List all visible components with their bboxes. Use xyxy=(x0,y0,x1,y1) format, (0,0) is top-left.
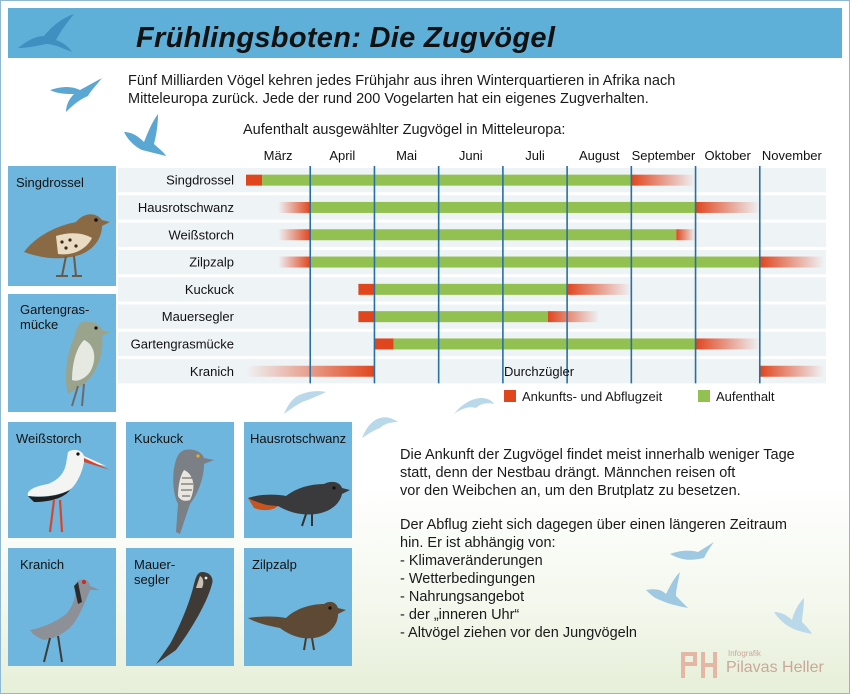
list-item: - Altvögel ziehen vor den Jungvögeln xyxy=(400,625,637,641)
month-label: Juni xyxy=(458,148,483,163)
row-label: Kranich xyxy=(189,363,234,379)
credit xyxy=(680,649,824,685)
legend-swatch xyxy=(698,390,710,402)
crane-icon xyxy=(20,574,110,664)
arrival-bar xyxy=(358,311,374,322)
arrival-bar xyxy=(374,338,393,349)
migration-gantt-chart xyxy=(0,140,850,400)
month-label: September xyxy=(631,148,696,163)
month-label: Oktober xyxy=(704,148,751,163)
white-stork-icon xyxy=(14,444,114,536)
row-label: Singdrossel xyxy=(166,172,234,188)
row-label: Gartengrasmücke xyxy=(130,336,234,352)
cuckoo-icon xyxy=(144,444,224,536)
departure-bar xyxy=(696,202,760,213)
credit-small: Infografik xyxy=(728,649,761,658)
page-title: Frühlingsboten: Die Zugvögel xyxy=(136,22,556,54)
list-item: - Klimaveränderungen xyxy=(400,553,543,569)
departure-bar xyxy=(548,311,599,322)
panel-label-line: segler xyxy=(134,572,170,587)
panel-hausrotschwanz xyxy=(244,422,352,538)
legend-label: Aufenthalt xyxy=(716,389,775,404)
stay-bar xyxy=(310,257,760,268)
departure-bar xyxy=(631,175,695,186)
legend-item-arrival xyxy=(504,389,662,404)
panel-label-line: Gartengras- xyxy=(20,302,90,317)
panel-label-line: mücke xyxy=(20,317,59,332)
text-line: Die Ankunft der Zugvögel findet meist innerhalb weniger Tage xyxy=(400,447,795,463)
text-line: vor den Weibchen an, um den Brutplatz zu besetzen. xyxy=(400,483,741,499)
common-swift-icon xyxy=(146,566,226,666)
panel-kranich xyxy=(8,548,116,666)
stay-bar xyxy=(262,175,631,186)
row-label: Kuckuck xyxy=(184,281,234,297)
list-item: - Nahrungsangebot xyxy=(400,589,525,605)
stay-bar xyxy=(374,311,547,322)
departure-bar xyxy=(760,257,824,268)
black-redstart-icon xyxy=(246,468,350,528)
chart-title: Aufenthalt ausgewählter Zugvögel in Mitteleuropa: xyxy=(243,122,566,138)
row-label: Weißstorch xyxy=(168,227,234,243)
month-label: August xyxy=(578,148,620,163)
text-line: Der Abflug zieht sich dagegen über einen längeren Zeitraum xyxy=(400,517,787,533)
panel-kuckuck xyxy=(126,422,234,538)
panel-mauersegler xyxy=(126,548,234,666)
legend-item-stay xyxy=(698,389,775,404)
chiffchaff-icon xyxy=(246,592,350,652)
list-item: - der „inneren Uhr“ xyxy=(400,607,520,623)
panel-label: Singdrossel xyxy=(16,175,84,190)
panel-label: Hausrotschwanz xyxy=(250,431,347,446)
row-label: Hausrotschwanz xyxy=(137,199,234,215)
flying-bird-icon xyxy=(360,412,400,440)
credit-name: Pilavas Heller xyxy=(726,659,824,676)
departure-bar xyxy=(760,366,824,377)
month-label: November xyxy=(761,148,822,163)
arrival-paragraph xyxy=(400,446,795,500)
departure-bar xyxy=(567,284,631,295)
row-note: Durchzügler xyxy=(503,363,575,379)
panel-label-line: Mauer- xyxy=(134,557,176,572)
stay-bar xyxy=(310,229,676,240)
departure-bar xyxy=(696,338,760,349)
departure-bar xyxy=(676,229,695,240)
text-line: hin. Er ist abhängig von: xyxy=(400,535,556,551)
stay-bar xyxy=(374,284,567,295)
intro-text: Fünf Milliarden Vögel kehren jedes Frühjahr aus ihren Winterquartieren in Afrika nach Mitteleuropa zurück. Jede der rund 200 Vogelarten hat ein eigenes Zugverhalten. xyxy=(128,73,676,107)
arrival-bar xyxy=(278,202,310,213)
departure-paragraph xyxy=(400,516,787,642)
panel-weissstorch xyxy=(8,422,116,538)
arrival-bar xyxy=(358,284,374,295)
row-label: Zilpzalp xyxy=(189,254,234,270)
month-label: Mai xyxy=(396,148,418,163)
list-item: - Wetterbedingungen xyxy=(400,571,536,587)
month-label: Juli xyxy=(525,148,545,163)
arrival-bar xyxy=(246,175,262,186)
month-label: März xyxy=(263,148,293,163)
panel-zilpzalp xyxy=(244,548,352,666)
panel-label: Kranich xyxy=(20,557,65,572)
panel-label: Zilpzalp xyxy=(252,557,297,572)
flying-bird-icon xyxy=(48,72,108,112)
month-label: April xyxy=(329,148,356,163)
arrival-bar xyxy=(278,257,310,268)
text-line: statt, denn der Nestbau drängt. Männchen reisen oft xyxy=(400,465,736,481)
legend-label: Ankunfts- und Abflugzeit xyxy=(522,389,663,404)
legend-swatch xyxy=(504,390,516,402)
panel-label: Weißstorch xyxy=(16,431,82,446)
row-label: Mauersegler xyxy=(161,309,234,325)
pilavas-heller-logo-icon xyxy=(680,650,720,680)
arrival-bar xyxy=(278,229,310,240)
title-bar xyxy=(8,8,842,58)
flying-bird-icon xyxy=(14,10,78,54)
panel-label: Kuckuck xyxy=(134,431,184,446)
